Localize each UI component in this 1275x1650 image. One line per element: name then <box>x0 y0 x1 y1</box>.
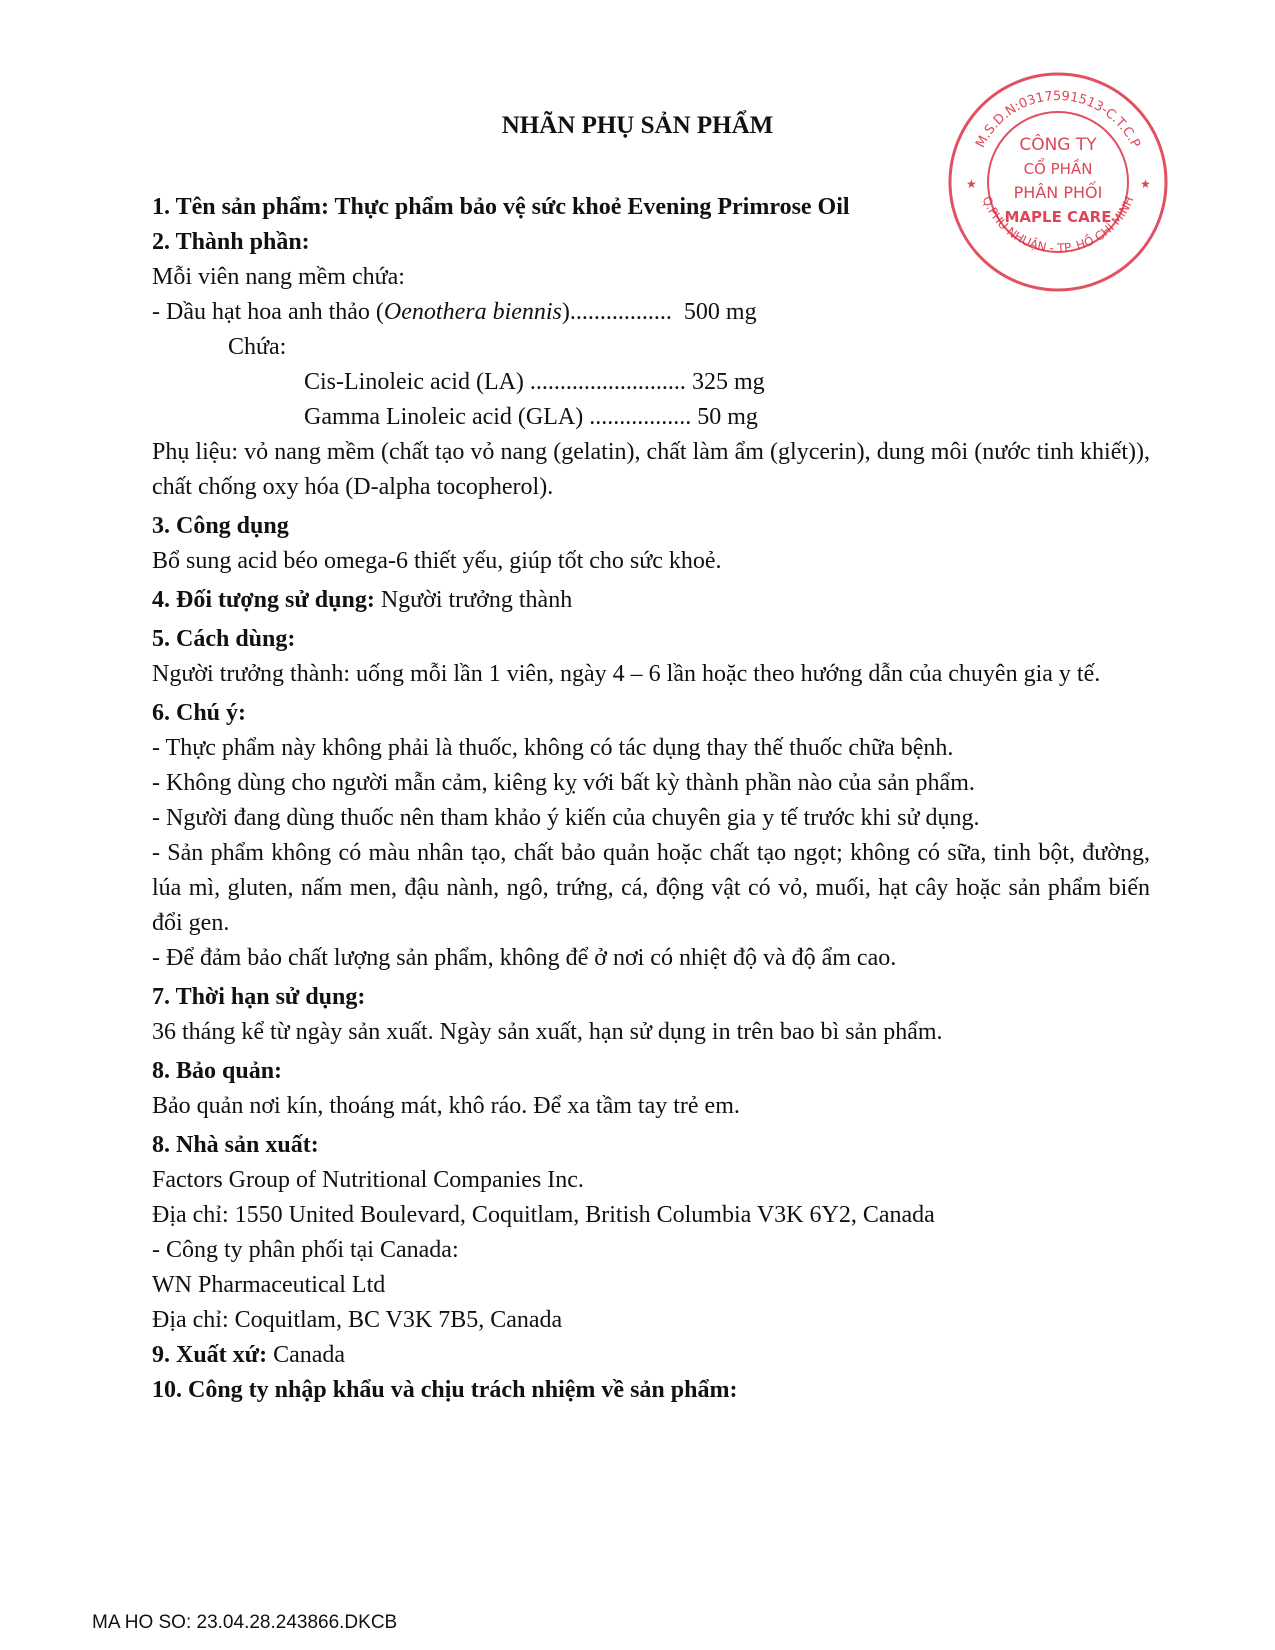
stamp-ring-top: M.S.D.N:0317591513-C.T.C.P <box>973 88 1143 151</box>
section-target-text: Người trưởng thành <box>380 587 573 613</box>
section-origin-heading: 9. Xuất xứ: <box>152 1342 268 1368</box>
section-origin-text: Canada <box>273 1342 346 1368</box>
section-usage-text: Người trưởng thành: uống mỗi lần 1 viên, ngày 4 – 6 lần hoặc theo hướng dẫn của chuyên gia y tế. <box>152 661 1101 687</box>
svg-text:★: ★ <box>1140 177 1151 191</box>
ingredient-main-prefix: - Dầu hạt hoa anh thảo ( <box>152 299 384 325</box>
company-stamp-icon <box>946 70 1171 295</box>
section-notes-heading: 6. Chú ý: <box>152 700 247 726</box>
section-usage-heading: 5. Cách dùng: <box>152 626 296 652</box>
stamp-ring-bottom: Q.PHÚ NHUẬN - TP. HỒ CHÍ MINH <box>979 194 1137 256</box>
section-origin <box>152 1338 1150 1373</box>
section-uses-heading: 3. Công dụng <box>152 513 289 539</box>
ingredient-latin-name: Oenothera biennis <box>383 299 562 325</box>
document-title: NHÃN PHỤ SẢN PHẨM <box>501 112 774 139</box>
note-item: - Không dùng cho người mẫn cảm, kiêng kỵ với bất kỳ thành phần nào của sản phẩm. <box>152 770 975 796</box>
document-body <box>152 190 1150 1408</box>
section-target-users <box>152 583 1150 618</box>
manufacturer-line: - Công ty phân phối tại Canada: <box>152 1237 459 1263</box>
ingredients-intro: Mỗi viên nang mềm chứa: <box>152 264 405 290</box>
ingredient-main-amount: 500 mg <box>683 299 757 325</box>
section-product-name: 1. Tên sản phẩm: Thực phẩm bảo vệ sức khoẻ Evening Primrose Oil <box>152 194 850 220</box>
note-item: - Để đảm bảo chất lượng sản phẩm, không để ở nơi có nhiệt độ và độ ẩm cao. <box>152 945 897 971</box>
note-item: - Thực phẩm này không phải là thuốc, không có tác dụng thay thế thuốc chữa bệnh. <box>152 735 954 761</box>
manufacturer-line: Factors Group of Nutritional Companies Inc. <box>152 1167 584 1193</box>
stamp-line-3: PHÂN PHỐI <box>1013 183 1103 202</box>
ingredient-sub-gla <box>152 400 1150 435</box>
ingredient-main-suffix: )................. <box>561 299 672 325</box>
section-target-heading: 4. Đối tượng sử dụng: <box>152 587 375 613</box>
footer-file-code: MA HO SO: 23.04.28.243866.DKCB <box>92 1612 398 1633</box>
ingredient-sub-la-amount: 325 mg <box>691 369 765 395</box>
ingredient-sub-la <box>152 365 1150 400</box>
section-uses-text: Bổ sung acid béo omega-6 thiết yếu, giúp tốt cho sức khoẻ. <box>152 548 722 574</box>
section-shelf-life-heading: 7. Thời hạn sử dụng: <box>152 984 366 1010</box>
section-storage-heading: 8. Bảo quản: <box>152 1058 283 1084</box>
svg-text:★: ★ <box>966 177 977 191</box>
ingredients-excipients: Phụ liệu: vỏ nang mềm (chất tạo vỏ nang (gelatin), chất làm ẩm (glycerin), dung môi (nước tinh khiết)), chất chống oxy hóa (D-alpha tocopherol). <box>152 439 1150 500</box>
stamp-line-4: MAPLE CARE <box>1004 208 1112 226</box>
section-importer-heading: 10. Công ty nhập khẩu và chịu trách nhiệm về sản phẩm: <box>152 1377 738 1403</box>
note-item: - Người đang dùng thuốc nên tham khảo ý kiến của chuyên gia y tế trước khi sử dụng. <box>152 805 980 831</box>
manufacturer-line: WN Pharmaceutical Ltd <box>152 1272 386 1298</box>
section-storage-text: Bảo quản nơi kín, thoáng mát, khô ráo. Để xa tầm tay trẻ em. <box>152 1093 740 1119</box>
manufacturer-line: Địa chỉ: 1550 United Boulevard, Coquitlam, British Columbia V3K 6Y2, Canada <box>152 1202 935 1228</box>
section-shelf-life-text: 36 tháng kể từ ngày sản xuất. Ngày sản xuất, hạn sử dụng in trên bao bì sản phẩm. <box>152 1019 943 1045</box>
ingredient-sub-gla-label: Gamma Linoleic acid (GLA) ................. <box>304 404 692 430</box>
stamp-line-1: CÔNG TY <box>1019 135 1097 155</box>
note-item: - Sản phẩm không có màu nhân tạo, chất bảo quản hoặc chất tạo ngọt; không có sữa, tinh bột, đường, lúa mì, gluten, nấm men, đậu nành, ngô, trứng, cá, động vật có vỏ, muối, hạt cây hoặc sản phẩm biến đổi gen. <box>152 840 1150 936</box>
manufacturer-line: Địa chỉ: Coquitlam, BC V3K 7B5, Canada <box>152 1307 563 1333</box>
section-manufacturer-heading: 8. Nhà sản xuất: <box>152 1132 319 1158</box>
ingredient-sub-la-label: Cis-Linoleic acid (LA) .......................... <box>304 369 686 395</box>
section-ingredients-heading: 2. Thành phần: <box>152 229 310 255</box>
ingredient-contains: Chứa: <box>228 334 287 360</box>
stamp-line-2: CỔ PHẦN <box>1023 160 1093 178</box>
ingredient-sub-gla-amount: 50 mg <box>697 404 758 430</box>
ingredient-main <box>152 295 1150 330</box>
